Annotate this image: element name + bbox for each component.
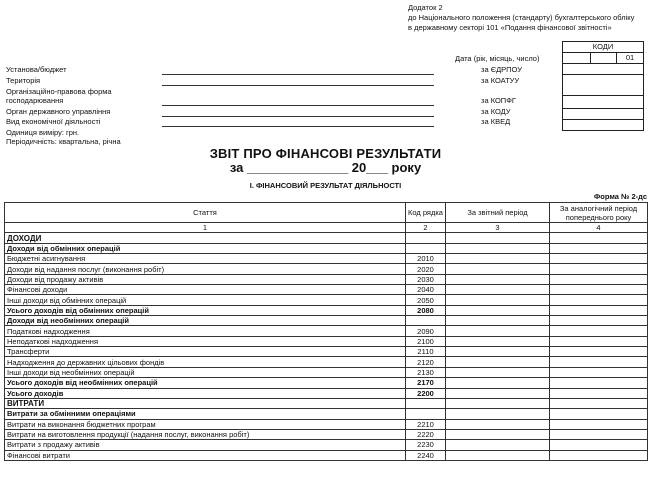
previous-period-cell[interactable] <box>550 316 648 326</box>
row-label: Трансферти <box>5 347 406 357</box>
row-label: Інші доходи від обмінних операцій <box>5 295 406 305</box>
previous-period-cell[interactable] <box>550 347 648 357</box>
col-number-4: 4 <box>550 223 648 233</box>
row-code <box>406 398 446 408</box>
appendix-line-2: до Національного положення (стандарту) бухгалтерського обліку <box>408 13 635 22</box>
previous-period-cell[interactable] <box>550 388 648 398</box>
row-label: Фінансові витрати <box>5 450 406 460</box>
row-label: Надходження до державних цільових фондів <box>5 357 406 367</box>
previous-period-cell[interactable] <box>550 357 648 367</box>
appendix-line-1: Додаток 2 <box>408 3 443 12</box>
table-row <box>5 398 648 408</box>
row-label: ДОХОДИ <box>5 233 406 243</box>
previous-period-cell[interactable] <box>550 254 648 264</box>
table-row <box>5 264 648 274</box>
date-label: Дата (рік, місяць, число) <box>455 54 540 63</box>
table-row <box>5 388 648 398</box>
current-period-cell[interactable] <box>446 357 550 367</box>
previous-period-cell[interactable] <box>550 409 648 419</box>
legal-form-line[interactable] <box>162 105 434 106</box>
table-row <box>5 419 648 429</box>
previous-period-cell[interactable] <box>550 243 648 253</box>
current-period-cell[interactable] <box>446 243 550 253</box>
previous-period-cell[interactable] <box>550 264 648 274</box>
table-row <box>5 233 648 243</box>
previous-period-cell[interactable] <box>550 398 648 408</box>
previous-period-cell[interactable] <box>550 305 648 315</box>
appendix-note <box>408 3 648 33</box>
unit-label: Одиниця виміру: грн. <box>6 128 80 137</box>
row-code: 2210 <box>406 419 446 429</box>
row-code: 2050 <box>406 295 446 305</box>
kopfg-code-cell[interactable] <box>562 96 644 109</box>
row-code: 2220 <box>406 429 446 439</box>
koatuu-label: за КОАТУУ <box>481 76 520 85</box>
codes-box <box>562 41 644 64</box>
current-period-cell[interactable] <box>446 347 550 357</box>
current-period-cell[interactable] <box>446 285 550 295</box>
date-month-cell[interactable] <box>591 53 617 64</box>
territory-line[interactable] <box>162 85 434 86</box>
previous-period-cell[interactable] <box>550 440 648 450</box>
row-label: Доходи від надання послуг (виконання робіт) <box>5 264 406 274</box>
codes-header: КОДИ <box>563 42 644 53</box>
current-period-cell[interactable] <box>446 429 550 439</box>
current-period-cell[interactable] <box>446 316 550 326</box>
legal-form-label-2: господарювання <box>6 96 64 105</box>
row-code: 2110 <box>406 347 446 357</box>
table-row <box>5 295 648 305</box>
row-label: Витрати за обмінними операціями <box>5 409 406 419</box>
current-period-cell[interactable] <box>446 264 550 274</box>
row-code: 2090 <box>406 326 446 336</box>
row-label: Усього доходів від необмінних операцій <box>5 378 406 388</box>
col-number-1: 1 <box>5 223 406 233</box>
row-code: 2080 <box>406 305 446 315</box>
institution-label: Установа/бюджет <box>6 65 67 74</box>
row-label: Бюджетні асигнування <box>5 254 406 264</box>
current-period-cell[interactable] <box>446 326 550 336</box>
activity-label: Вид економічної діяльності <box>6 117 101 126</box>
institution-line[interactable] <box>162 74 434 75</box>
current-period-cell[interactable] <box>446 295 550 305</box>
table-row <box>5 274 648 284</box>
current-period-cell[interactable] <box>446 274 550 284</box>
current-period-cell[interactable] <box>446 440 550 450</box>
kopfg-label: за КОПФГ <box>481 96 516 105</box>
previous-period-cell[interactable] <box>550 274 648 284</box>
table-row <box>5 450 648 460</box>
row-code: 2170 <box>406 378 446 388</box>
row-code: 2040 <box>406 285 446 295</box>
row-code: 2240 <box>406 450 446 460</box>
table-row <box>5 285 648 295</box>
current-period-cell[interactable] <box>446 336 550 346</box>
row-code: 2100 <box>406 336 446 346</box>
table-body <box>5 233 648 461</box>
table-row <box>5 409 648 419</box>
table-row <box>5 254 648 264</box>
table-row <box>5 429 648 439</box>
codes-column <box>562 63 644 131</box>
kodu-label: за КОДУ <box>481 107 511 116</box>
edrpou-code-cell[interactable] <box>562 63 644 75</box>
row-code: 2020 <box>406 264 446 274</box>
current-period-cell[interactable] <box>446 233 550 243</box>
row-label: Доходи від обмінних операцій <box>5 243 406 253</box>
current-period-cell[interactable] <box>446 388 550 398</box>
kodu-code-cell[interactable] <box>562 109 644 120</box>
row-code: 2200 <box>406 388 446 398</box>
row-code <box>406 243 446 253</box>
period-label: Періодичність: квартальна, річна <box>6 137 121 146</box>
row-code: 2010 <box>406 254 446 264</box>
row-label: Витрати на виготовлення продукції (надання послуг, виконання робіт) <box>5 429 406 439</box>
table-row <box>5 336 648 346</box>
table-row <box>5 243 648 253</box>
financial-results-table <box>4 202 648 461</box>
row-label: Неподаткові надходження <box>5 336 406 346</box>
previous-period-cell[interactable] <box>550 450 648 460</box>
report-title: ЗВІТ ПРО ФІНАНСОВІ РЕЗУЛЬТАТИ <box>209 146 442 161</box>
gov-body-label: Орган державного управління <box>6 107 111 116</box>
row-code: 2130 <box>406 367 446 377</box>
previous-period-cell[interactable] <box>550 378 648 388</box>
row-label: Усього доходів <box>5 388 406 398</box>
gov-body-line[interactable] <box>162 116 434 117</box>
row-label: Усього доходів від обмінних операцій <box>5 305 406 315</box>
previous-period-cell[interactable] <box>550 336 648 346</box>
table-row <box>5 378 648 388</box>
table-row <box>5 440 648 450</box>
table-row <box>5 357 648 367</box>
table-row <box>5 305 648 315</box>
previous-period-cell[interactable] <box>550 367 648 377</box>
territory-label: Територія <box>6 76 41 85</box>
current-period-cell[interactable] <box>446 367 550 377</box>
previous-period-cell[interactable] <box>550 295 648 305</box>
kved-code-cell[interactable] <box>562 120 644 131</box>
row-label: Фінансові доходи <box>5 285 406 295</box>
edrpou-label: за ЄДРПОУ <box>481 65 522 74</box>
date-year-cell[interactable] <box>563 53 591 64</box>
col-number-2: 2 <box>406 223 446 233</box>
table-row <box>5 316 648 326</box>
current-period-cell[interactable] <box>446 409 550 419</box>
row-code <box>406 233 446 243</box>
kved-label: за КВЕД <box>481 117 511 126</box>
row-code: 2120 <box>406 357 446 367</box>
row-label: Доходи від необмінних операцій <box>5 316 406 326</box>
current-period-cell[interactable] <box>446 450 550 460</box>
col-number-3: 3 <box>446 223 550 233</box>
current-period-cell[interactable] <box>446 398 550 408</box>
previous-period-cell[interactable] <box>550 285 648 295</box>
row-label: Податкові надходження <box>5 326 406 336</box>
row-label: Витрати на виконання бюджетних програм <box>5 419 406 429</box>
date-day-cell[interactable]: 01 <box>617 53 644 64</box>
activity-line[interactable] <box>162 126 434 127</box>
header-code: Код рядка <box>406 203 446 223</box>
current-period-cell[interactable] <box>446 419 550 429</box>
header-article: Стаття <box>5 203 406 223</box>
legal-form-label-1: Організаційно-правова форма <box>6 87 112 96</box>
row-label: Доходи від продажу активів <box>5 274 406 284</box>
header-previous: За аналогічний період попереднього року <box>550 203 648 223</box>
table-row <box>5 347 648 357</box>
row-code: 2230 <box>406 440 446 450</box>
current-period-cell[interactable] <box>446 305 550 315</box>
form-number: Форма № 2-дс <box>593 192 647 201</box>
previous-period-cell[interactable] <box>550 429 648 439</box>
koatuu-code-cell[interactable] <box>562 75 644 96</box>
previous-period-cell[interactable] <box>550 419 648 429</box>
header-current: За звітний період <box>446 203 550 223</box>
current-period-cell[interactable] <box>446 378 550 388</box>
previous-period-cell[interactable] <box>550 233 648 243</box>
current-period-cell[interactable] <box>446 254 550 264</box>
row-code <box>406 409 446 419</box>
row-label: Витрати з продажу активів <box>5 440 406 450</box>
row-code: 2030 <box>406 274 446 284</box>
table-row <box>5 367 648 377</box>
row-label: Інші доходи від необмінних операцій <box>5 367 406 377</box>
row-label: ВИТРАТИ <box>5 398 406 408</box>
table-row <box>5 326 648 336</box>
report-subtitle: за ______________ 20___ року <box>229 160 422 175</box>
section-title: І. ФІНАНСОВИЙ РЕЗУЛЬТАТ ДІЯЛЬНОСТІ <box>249 181 402 190</box>
appendix-line-3: в державному секторі 101 «Подання фінансової звітності» <box>408 23 612 32</box>
row-code <box>406 316 446 326</box>
previous-period-cell[interactable] <box>550 326 648 336</box>
